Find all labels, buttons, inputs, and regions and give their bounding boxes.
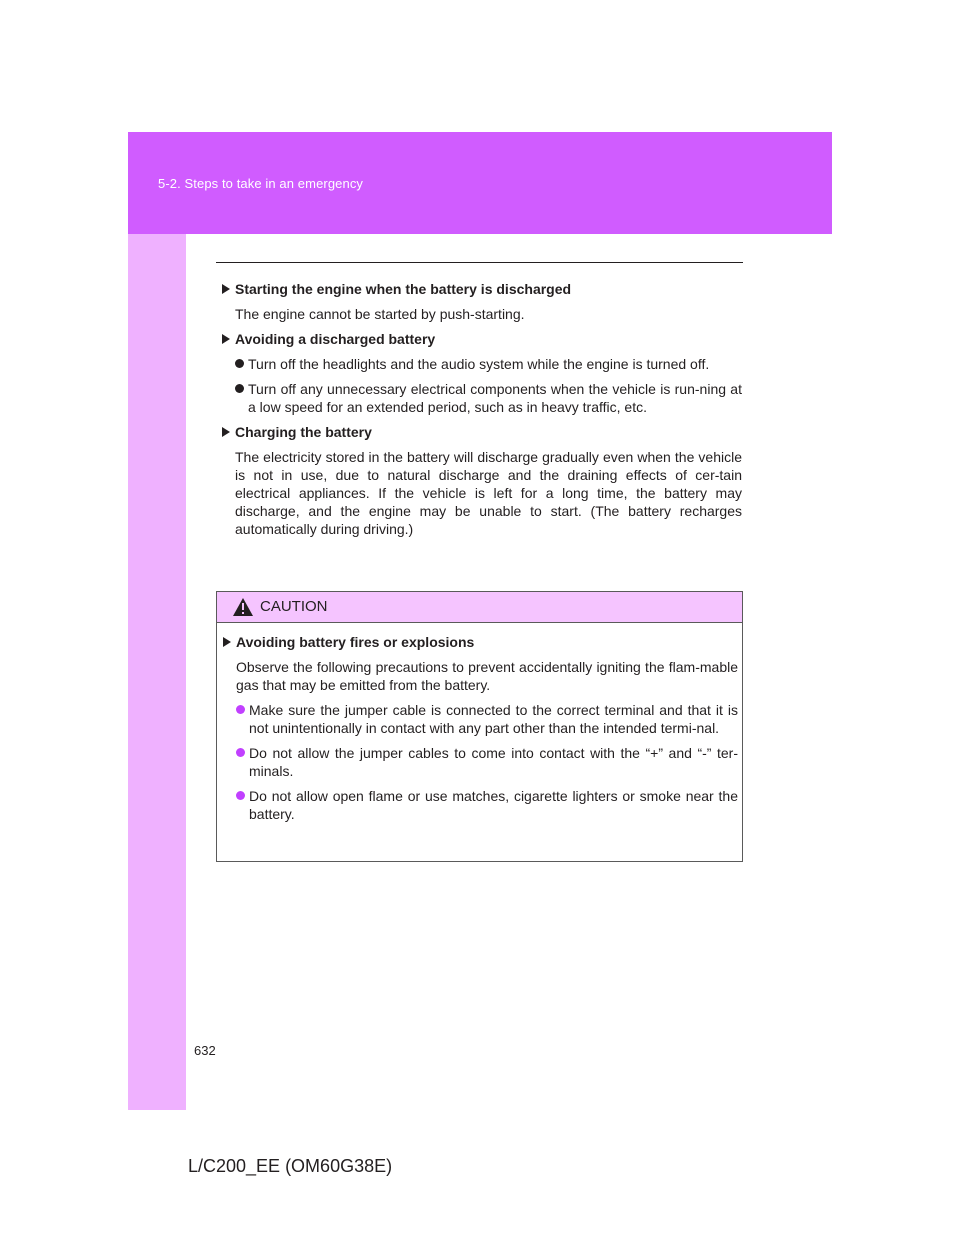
heading-charging: Charging the battery: [222, 423, 742, 441]
paragraph: The electricity stored in the battery will discharge gradually even when the vehicle is not in use, due to natural discharge and the draining effects of cer-tain electrical appliances. If the vehicle is left for a long time, the battery may discharge, and the engine may be unable to start. (The battery recharges automatically during driving.): [235, 449, 742, 537]
section-title: 5-2. Steps to take in an emergency: [158, 176, 364, 191]
list-item: Turn off the headlights and the audio system while the engine is turned off.: [235, 355, 742, 373]
bullet-dot-icon: [236, 748, 245, 757]
heading-avoiding-discharge: Avoiding a discharged battery: [222, 330, 742, 348]
square-bullet-icon: [222, 427, 230, 437]
bullet-dot-icon: [236, 791, 245, 800]
square-bullet-icon: [223, 637, 231, 647]
side-band: [128, 234, 186, 1110]
caution-title: CAUTION: [260, 598, 328, 615]
bullet-dot-icon: [235, 384, 244, 393]
bullet-dot-icon: [235, 359, 244, 368]
caution-body: [223, 633, 738, 830]
page-number: 632: [194, 1043, 216, 1058]
square-bullet-icon: [222, 284, 230, 294]
list-item: Make sure the jumper cable is connected to the correct terminal and that it is not unintentionally in contact with any part other than the intended termi-nal.: [236, 701, 738, 737]
bullet-dot-icon: [236, 705, 245, 714]
caution-heading: Avoiding battery fires or explosions: [223, 633, 738, 651]
heading-starting-engine: Starting the engine when the battery is discharged: [222, 280, 742, 298]
paragraph: The engine cannot be started by push-starting.: [235, 306, 525, 322]
main-content: [222, 280, 742, 545]
list-item: Do not allow open flame or use matches, cigarette lighters or smoke near the battery.: [236, 787, 738, 823]
caution-box: [216, 591, 743, 862]
footer-code: L/C200_EE (OM60G38E): [188, 1156, 393, 1176]
caution-intro: Observe the following precautions to prevent accidentally igniting the flam-mable gas that may be emitted from the battery.: [236, 659, 738, 693]
top-rule: [216, 262, 743, 263]
caution-header: [217, 592, 742, 623]
list-item: Turn off any unnecessary electrical components when the vehicle is run-ning at a low speed for an extended period, such as in heavy traffic, etc.: [235, 380, 742, 416]
list-item: Do not allow the jumper cables to come into contact with the “+” and “-” ter-minals.: [236, 744, 738, 780]
square-bullet-icon: [222, 334, 230, 344]
warning-icon: [232, 597, 254, 617]
